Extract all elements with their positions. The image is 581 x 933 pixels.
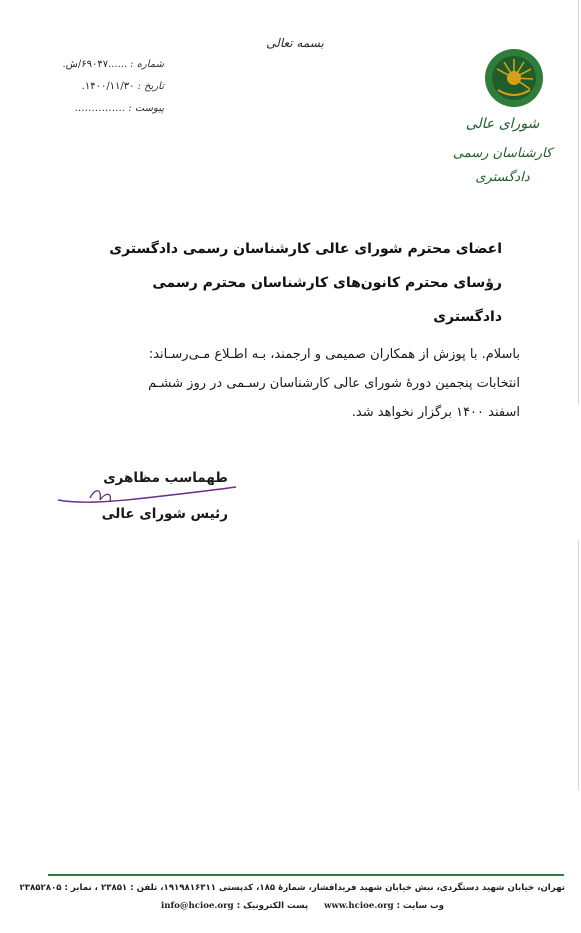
footer-contact xyxy=(40,898,565,914)
letter-date-label: تاریخ : xyxy=(137,81,164,92)
recipients-block xyxy=(80,232,502,334)
page-edge-line xyxy=(578,0,579,405)
letter-date-value: ۱۴۰۰/۱۱/۳۰. xyxy=(81,81,135,92)
organization-name xyxy=(440,112,565,190)
letter-attachment-label: پیوست : xyxy=(128,103,164,114)
org-name-line2: کارشناسان رسمی دادگستری xyxy=(452,146,553,185)
body-line: باسلام. با پوزش از همکاران صمیمی و ارجمند، بـه اطـلاع مـی‌رسـاند: xyxy=(148,347,520,362)
letter-number-value: ......۶۹۰۴۷/ش. xyxy=(62,59,128,70)
body-line: اسفند ۱۴۰۰ برگزار نخواهد شد. xyxy=(351,405,520,420)
website-label: وب سایت : xyxy=(396,901,445,911)
recipient-line: اعضای محترم شورای عالی کارشناسان رسمی دادگستری xyxy=(109,241,502,257)
recipient-line: رؤسای محترم کانون‌های کارشناسان محترم رسمی دادگستری xyxy=(152,275,502,325)
email-link[interactable]: info@hcioe.org xyxy=(160,901,234,911)
invocation-header: بسمه تعالی xyxy=(266,36,324,50)
org-name-line1: شورای عالی xyxy=(465,116,540,132)
website-link[interactable]: www.hcioe.org xyxy=(324,901,394,911)
council-emblem-icon xyxy=(484,48,544,108)
footer-divider xyxy=(48,874,564,876)
letter-number-label: شماره : xyxy=(130,59,164,70)
letter-date-row xyxy=(44,76,164,98)
email-label: پست الکترونیک : xyxy=(236,901,309,911)
letter-attachment-value: ............... xyxy=(74,103,126,114)
signature-block xyxy=(50,468,240,538)
signatory-title: رئیس شورای عالی xyxy=(101,506,228,522)
letter-meta xyxy=(44,54,164,120)
signatory-name: طهماسب مظاهری xyxy=(103,470,228,486)
letter-body xyxy=(60,340,520,427)
letter-number-row xyxy=(44,54,164,76)
letter-attachment-row xyxy=(44,98,164,120)
body-line: انتخابات پنجمین دورهٔ شورای عالی کارشناسان رسـمی در روز ششـم xyxy=(148,376,520,391)
page-edge-line xyxy=(578,540,579,790)
footer-address: تهران، خیابان شهید دستگردی، نبش خیابان شهید فریدافشار، شمارهٔ ۱۸۵، کدپستی ۱۹۱۹۸۱۶۳۱۱، تلفن : ۲۳۸۵۱ ، نمابر : ۲۳۸۵۲۸۰۵ xyxy=(19,883,565,893)
